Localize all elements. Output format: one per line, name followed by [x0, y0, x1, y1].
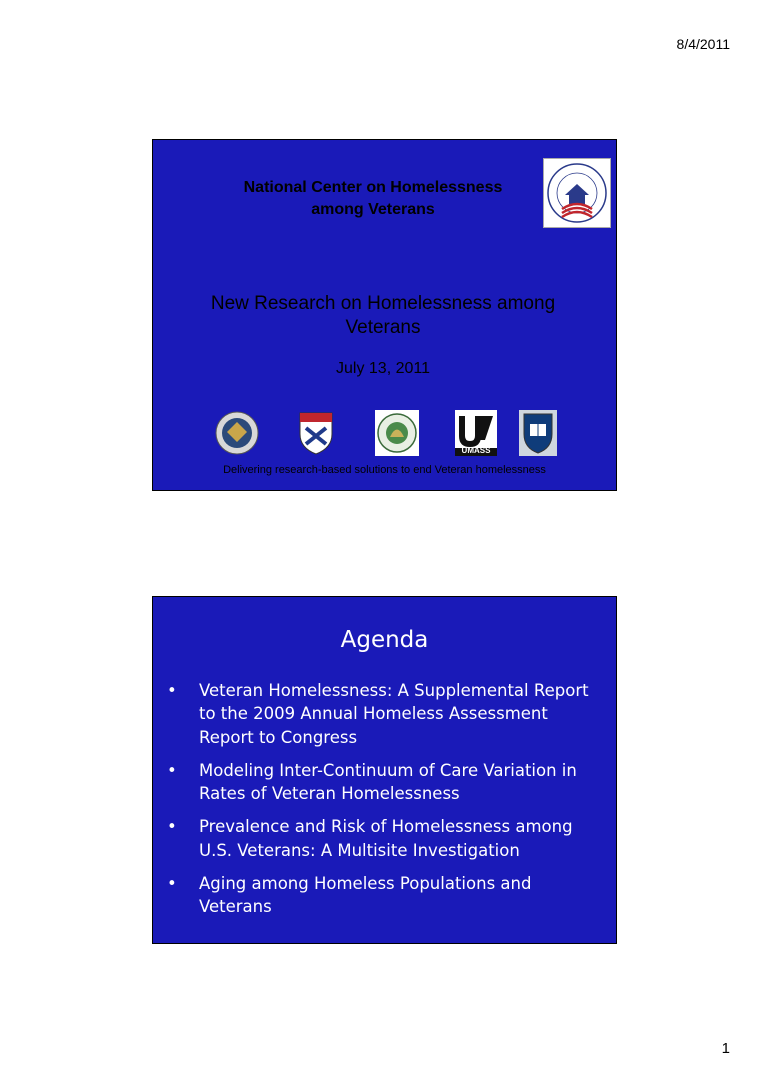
- partner-logos: [153, 410, 616, 460]
- nchav-seal-icon: [543, 158, 611, 228]
- list-item: • Prevalence and Risk of Homelessness among U.S. Veterans: A Multisite Investigation: [167, 817, 573, 860]
- penn-shield-icon: [295, 410, 337, 456]
- va-seal-icon: [215, 410, 259, 456]
- center-name: National Center on Homelessness among Veterans: [243, 179, 503, 218]
- usf-seal-icon: [375, 410, 419, 456]
- slide-agenda: [152, 596, 617, 944]
- yale-shield-icon: [519, 410, 557, 456]
- bullet-icon: •: [167, 874, 177, 894]
- page-number: 1: [721, 1040, 730, 1057]
- header-date: 8/4/2011: [676, 36, 730, 52]
- presentation-date: July 13, 2011: [336, 360, 430, 377]
- agenda-title: Agenda: [340, 627, 429, 653]
- bullet-icon: •: [167, 681, 177, 700]
- agenda-list: [167, 679, 612, 929]
- presentation-title: New Research on Homelessness among Veterans: [210, 293, 556, 338]
- list-item: • Aging among Homeless Populations and Veterans: [167, 874, 532, 917]
- tagline: Delivering research-based solutions to end Veteran homelessness: [223, 464, 546, 476]
- list-item: • Modeling Inter-Continuum of Care Variation in Rates of Veteran Homelessness: [167, 760, 577, 804]
- slide-title: [152, 139, 617, 491]
- bullet-icon: •: [167, 760, 177, 780]
- umass-label: UMASS: [461, 446, 491, 455]
- umass-logo-icon: [455, 410, 497, 456]
- list-item: • Veteran Homelessness: A Supplemental Report to the 2009 Annual Homeless Assessment Report to Congress: [167, 681, 589, 747]
- bullet-icon: •: [167, 817, 177, 837]
